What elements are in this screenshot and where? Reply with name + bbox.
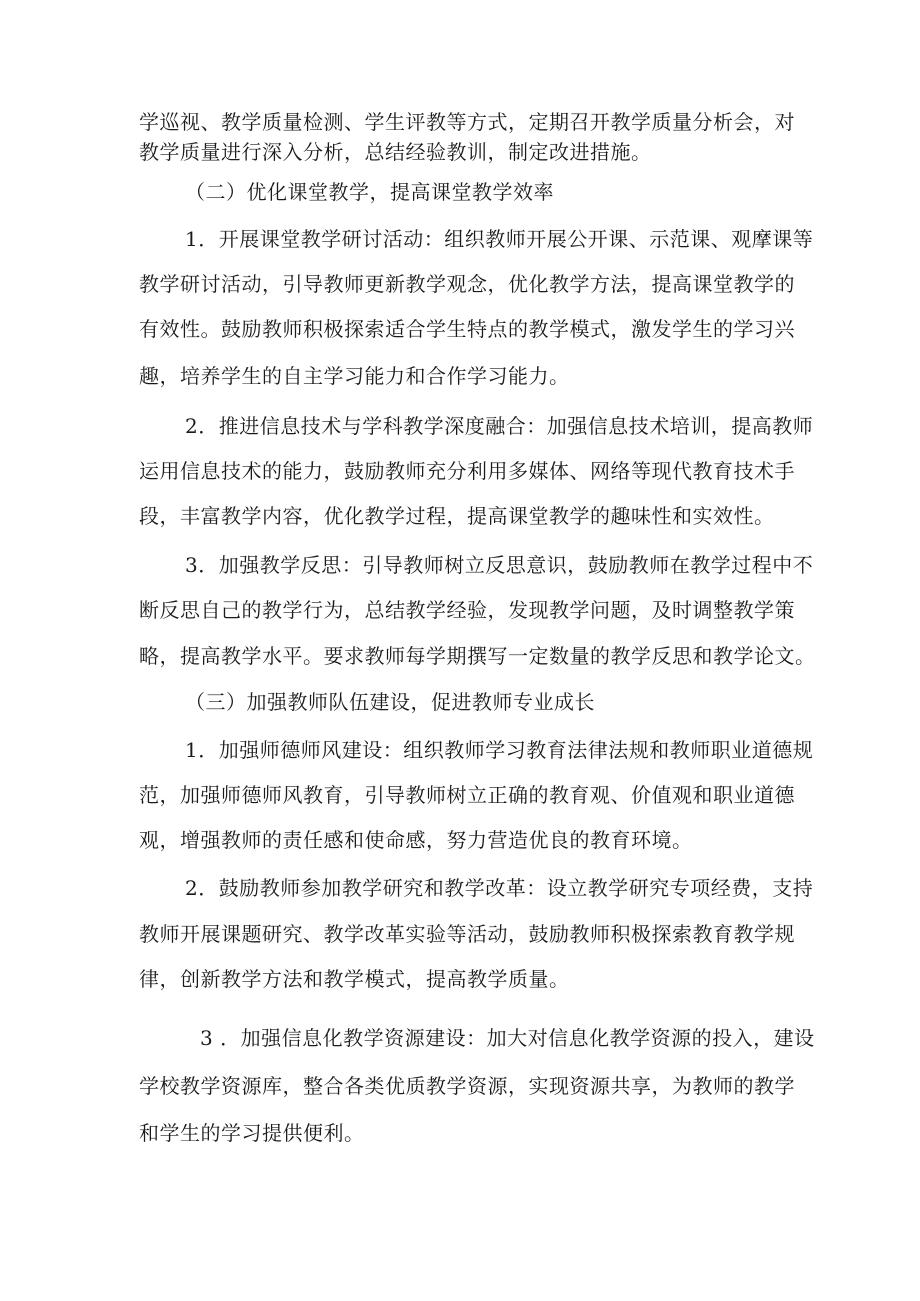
text-line: 1．加强师德师风建设：组织教师学习教育法律法规和教师职业道德规	[185, 738, 814, 762]
text-line: 趣，培养学生的自主学习能力和合作学习能力。	[139, 364, 570, 388]
text-line: 1．开展课堂教学研讨活动：组织教师开展公开课、示范课、观摩课等	[185, 227, 814, 251]
section-heading: （三）加强教师队伍建设，促进教师专业成长	[185, 690, 595, 714]
text-line: 2．鼓励教师参加教学研究和教学改革：设立教学研究专项经费，支持	[185, 876, 814, 900]
text-line: 2．推进信息技术与学科教学深度融合：加强信息技术培训，提高教师	[185, 414, 814, 438]
text-line: 教师开展课题研究、教学改革实验等活动，鼓励教师积极探索教育教学规	[139, 922, 795, 946]
text-line: 教学质量进行深入分析，总结经验教训，制定改进措施。	[139, 140, 652, 164]
text-line: 教学研讨活动，引导教师更新教学观念，优化教学方法，提高课堂教学的	[139, 272, 795, 296]
text-line: 观，增强教师的责任感和使命感，努力营造优良的教育环境。	[139, 828, 693, 852]
section-heading: （二）优化课堂教学，提高课堂教学效率	[185, 180, 554, 204]
text-line: 略，提高教学水平。要求教师每学期撰写一定数量的教学反思和教学论文。	[139, 644, 816, 668]
text-line: 有效性。鼓励教师积极探索适合学生特点的教学模式，激发学生的学习兴	[139, 317, 795, 341]
text-line: 律，创新教学方法和教学模式，提高教学质量。	[139, 967, 570, 991]
text-line: 3．加强教学反思：引导教师树立反思意识，鼓励教师在教学过程中不	[185, 553, 814, 577]
text-line: 3 ．加强信息化教学资源建设：加大对信息化教学资源的投入，建设	[200, 1026, 815, 1050]
text-line: 和学生的学习提供便利。	[139, 1121, 365, 1145]
text-line: 断反思自己的教学行为，总结教学经验，发现教学问题，及时调整教学策	[139, 598, 795, 622]
text-line: 范，加强师德师风教育，引导教师树立正确的教育观、价值观和职业道德	[139, 783, 795, 807]
text-line: 运用信息技术的能力，鼓励教师充分利用多媒体、网络等现代教育技术手	[139, 459, 795, 483]
text-line: 学巡视、教学质量检测、学生评教等方式，定期召开教学质量分析会，对	[139, 110, 795, 134]
text-line: 段，丰富教学内容，优化教学过程，提高课堂教学的趣味性和实效性。	[139, 504, 775, 528]
text-line: 学校教学资源库，整合各类优质教学资源，实现资源共享，为教师的教学	[139, 1074, 795, 1098]
